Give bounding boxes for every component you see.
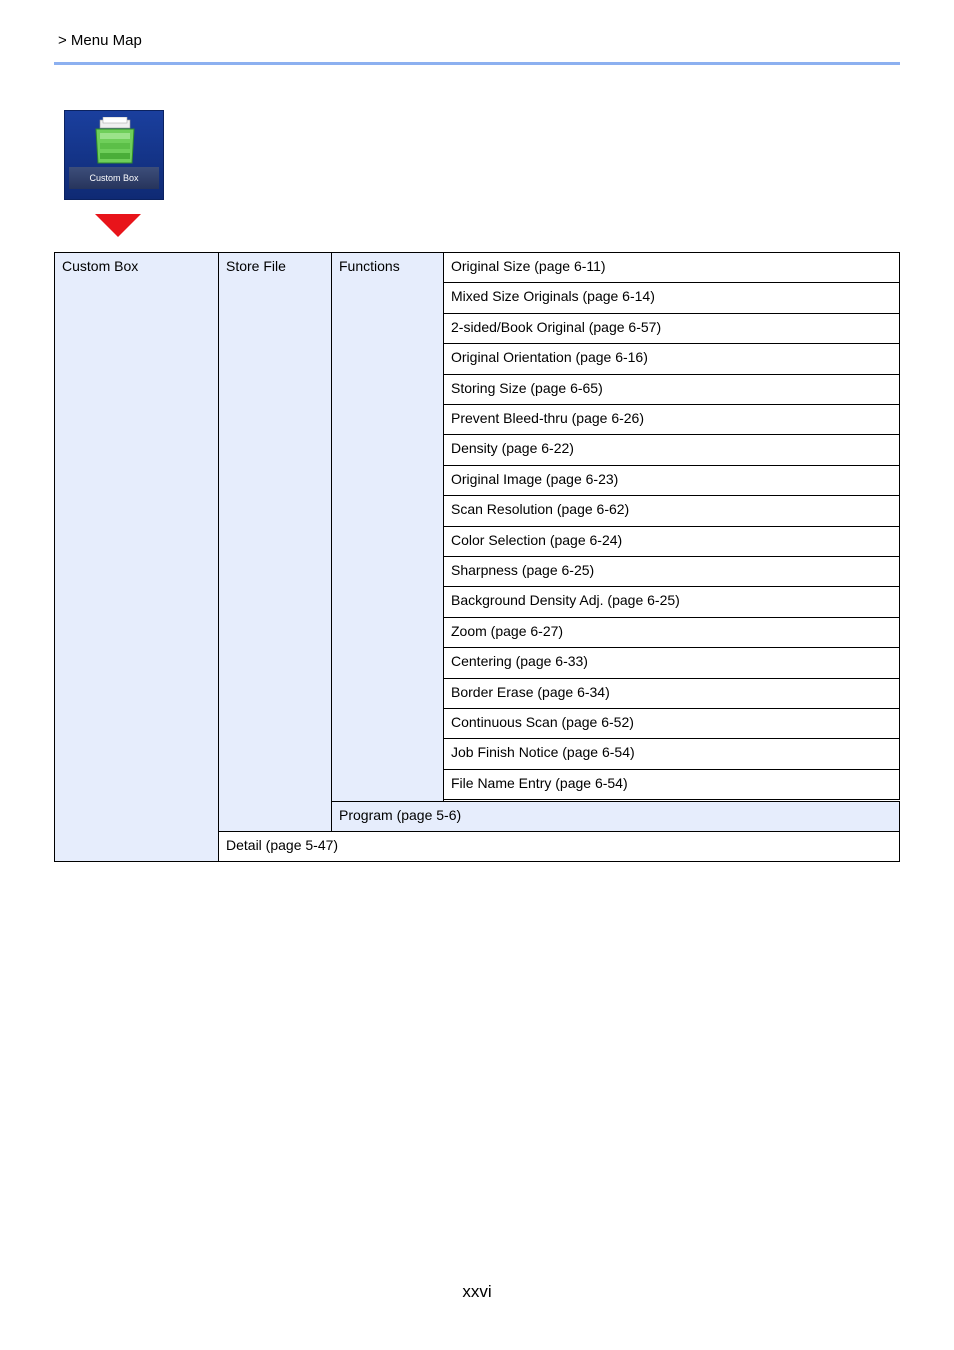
function-label: Prevent Bleed-thru (page 6-26) — [451, 410, 644, 426]
function-row[interactable] — [443, 769, 900, 800]
function-row[interactable] — [443, 252, 900, 283]
function-row[interactable] — [443, 556, 900, 587]
function-label: Mixed Size Originals (page 6-14) — [451, 288, 655, 304]
menu-col-functions — [331, 252, 444, 802]
function-row[interactable] — [443, 647, 900, 679]
breadcrumb: > Menu Map — [58, 32, 142, 49]
function-label: 2-sided/Book Original (page 6-57) — [451, 319, 662, 335]
menu-label-functions: Functions — [339, 258, 400, 274]
function-label: Density (page 6-22) — [451, 440, 574, 456]
function-row[interactable] — [443, 313, 900, 344]
function-label: Background Density Adj. (page 6-25) — [451, 592, 680, 608]
detail-label: Detail (page 5-47) — [226, 837, 339, 853]
custom-box-icon — [92, 117, 138, 167]
menu-label-custom-box: Custom Box — [62, 258, 139, 274]
header-rule — [54, 62, 900, 65]
function-row[interactable] — [443, 374, 900, 405]
custom-box-tile[interactable] — [64, 110, 164, 200]
function-label: Centering (page 6-33) — [451, 653, 588, 669]
function-row[interactable] — [443, 708, 900, 739]
menu-col-store-file — [218, 252, 332, 832]
function-label: Zoom (page 6-27) — [451, 623, 564, 639]
function-row[interactable] — [443, 495, 900, 527]
function-row[interactable] — [443, 678, 900, 709]
function-label: Original Size (page 6-11) — [451, 258, 606, 274]
function-label: Continuous Scan (page 6-52) — [451, 714, 634, 730]
menu-item-detail[interactable] — [218, 831, 900, 862]
function-row[interactable] — [443, 738, 900, 770]
menu-label-store-file: Store File — [226, 258, 286, 274]
function-label: Original Orientation (page 6-16) — [451, 349, 648, 365]
function-label: File Name Entry (page 6-54) — [451, 775, 628, 791]
function-row[interactable] — [443, 282, 900, 314]
tile-label: Custom Box — [69, 167, 159, 189]
function-row[interactable] — [443, 617, 900, 648]
function-row[interactable] — [443, 586, 900, 618]
page-number: xxvi — [462, 1282, 492, 1301]
function-label: Storing Size (page 6-65) — [451, 380, 603, 396]
menu-col-custom-box — [54, 252, 219, 862]
function-label: Color Selection (page 6-24) — [451, 532, 623, 548]
function-row[interactable] — [443, 465, 900, 496]
function-row[interactable] — [443, 526, 900, 557]
down-arrow-icon — [95, 214, 141, 238]
function-label: Sharpness (page 6-25) — [451, 562, 595, 578]
function-row[interactable] — [443, 434, 900, 466]
function-label: Job Finish Notice (page 6-54) — [451, 744, 635, 760]
function-row[interactable] — [443, 404, 900, 435]
function-label: Scan Resolution (page 6-62) — [451, 501, 630, 517]
function-label: Border Erase (page 6-34) — [451, 684, 610, 700]
function-label: Original Image (page 6-23) — [451, 471, 619, 487]
function-row[interactable] — [443, 343, 900, 375]
menu-item-program[interactable] — [331, 801, 900, 832]
program-label: Program (page 5-6) — [339, 807, 462, 823]
